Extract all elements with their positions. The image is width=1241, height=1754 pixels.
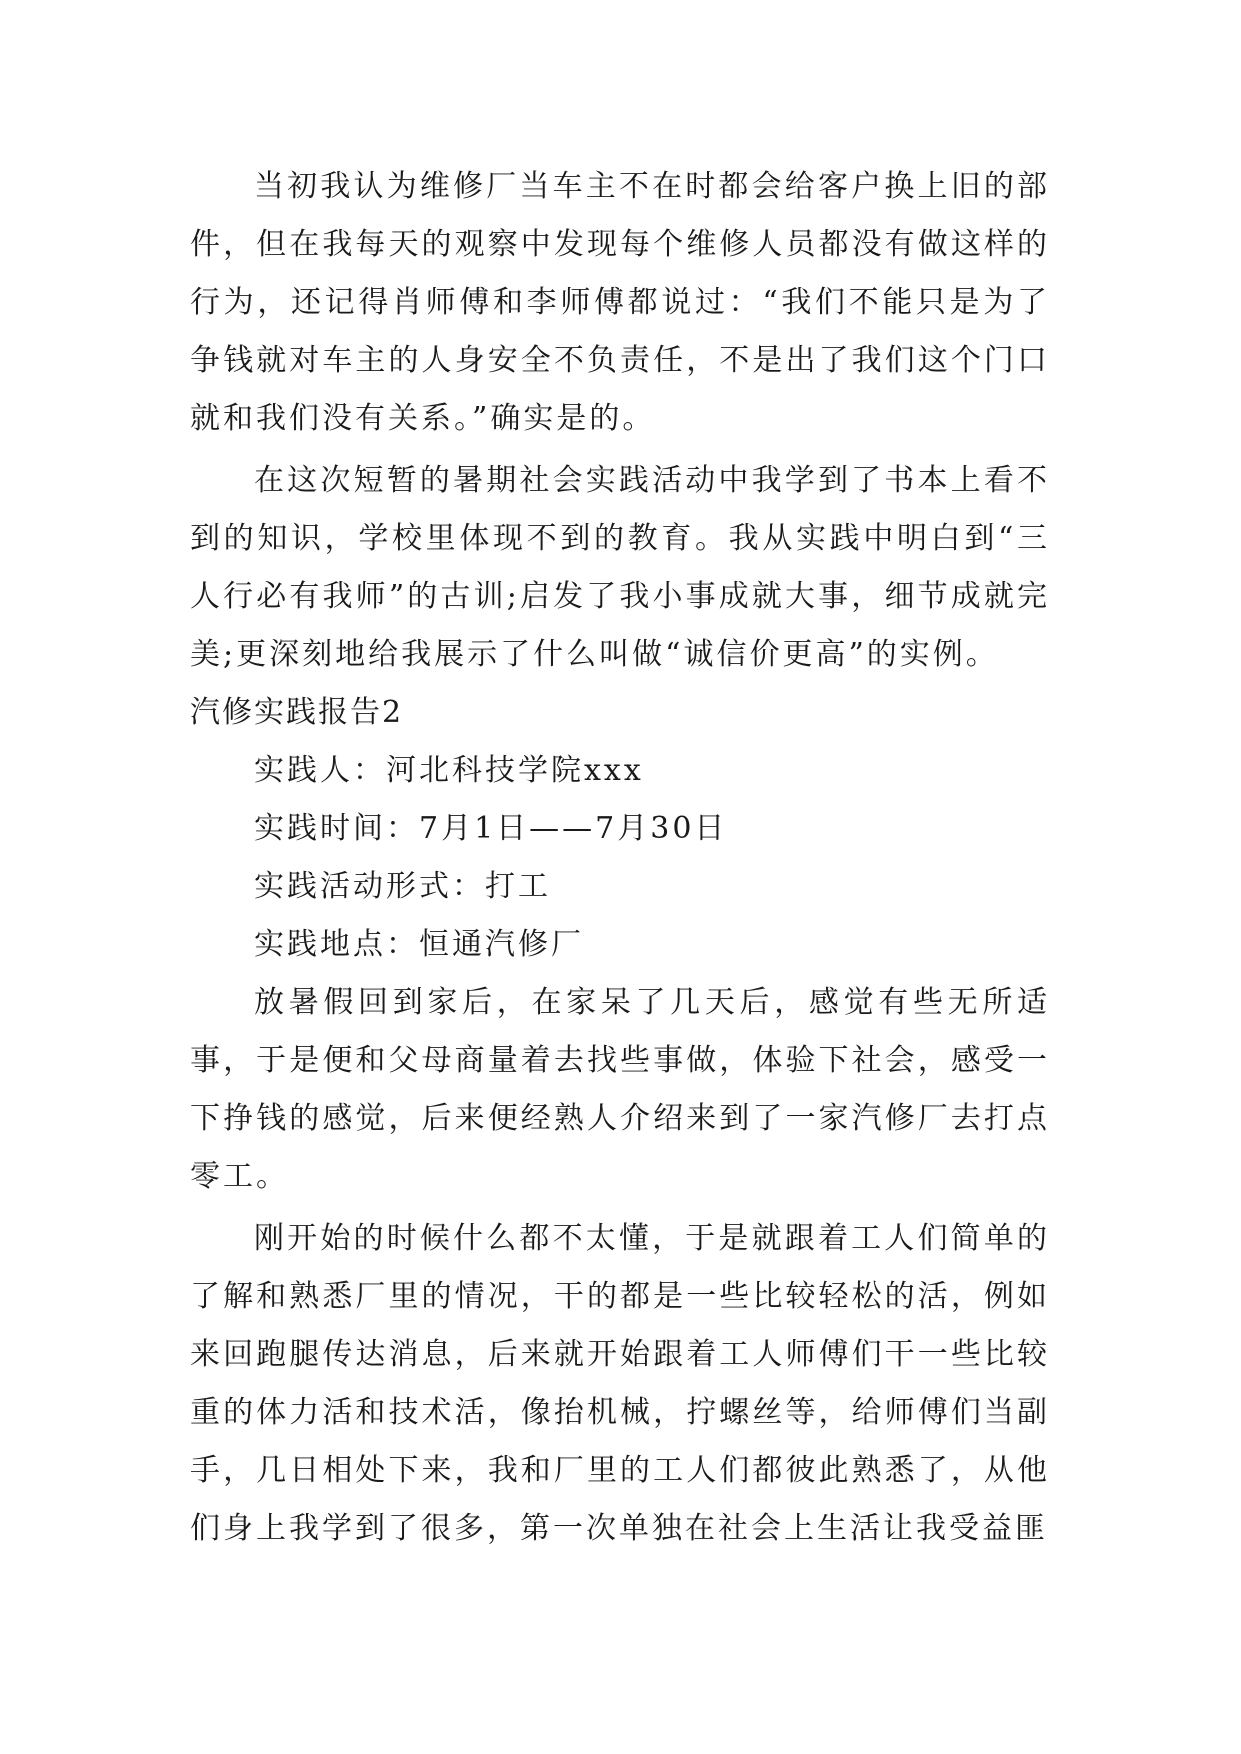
paragraph: 放暑假回到家后，在家呆了几天后，感觉有些无所适事，于是便和父母商量着去找些事做，体验下社会，感受一下挣钱的感觉，后来便经熟人介绍来到了一家汽修厂去打点零工。	[190, 985, 1050, 1194]
info-practitioner: 实践人：河北科技学院xxx	[254, 753, 644, 788]
paragraph: 刚开始的时候什么都不太懂，于是就跟着工人们简单的了解和熟悉厂里的情况，干的都是一些比较轻松的活，例如来回跑腿传达消息，后来就开始跟着工人师傅们干一些比较重的体力活和技术活，像抬机械，拧螺丝等，给师傅们当副手，几日相处下来，我和厂里的工人们都彼此熟悉了，从他们身上我学到了很多，第一次单独在社会上生活让我受益匪	[190, 1221, 1050, 1546]
document-page	[190, 158, 1050, 1558]
paragraph: 当初我认为维修厂当车主不在时都会给客户换上旧的部件，但在我每天的观察中发现每个维修人员都没有做这样的行为，还记得肖师傅和李师傅都说过：“我们不能只是为了争钱就对车主的人身安全不负责任，不是出了我们这个门口就和我们没有关系。”确实是的。	[190, 169, 1050, 436]
paragraph: 在这次短暂的暑期社会实践活动中我学到了书本上看不到的知识，学校里体现不到的教育。我从实践中明白到“三人行必有我师”的古训;启发了我小事成就大事，细节成就完美;更深刻地给我展示了什么叫做“诚信价更高”的实例。	[190, 463, 1050, 672]
info-form: 实践活动形式：打工	[254, 869, 551, 904]
info-time: 实践时间：7月1日——7月30日	[254, 811, 728, 846]
section-title: 汽修实践报告2	[190, 695, 404, 730]
info-location: 实践地点：恒通汽修厂	[254, 927, 584, 962]
